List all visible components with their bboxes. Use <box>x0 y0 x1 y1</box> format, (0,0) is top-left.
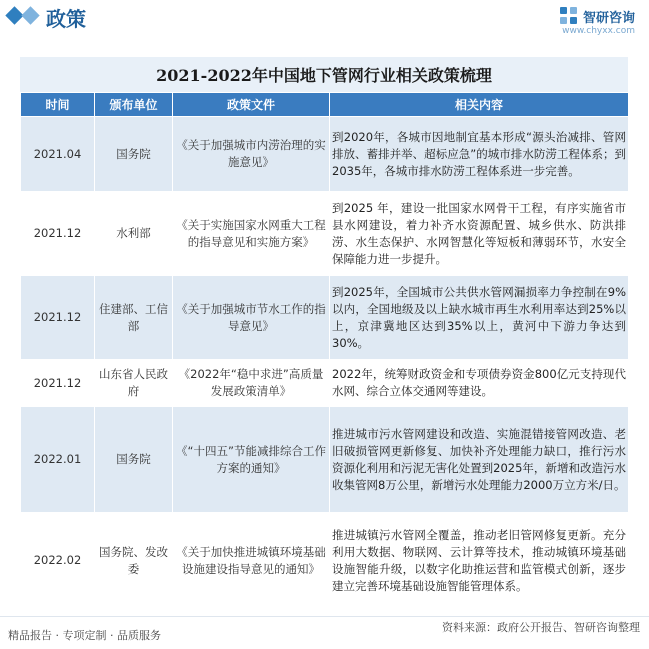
cell-content: 到2020年，各城市因地制宜基本形成“源头治减排、管网排放、蓄排并举、超标应急”的城市排水防涝工程体系；到2035年，各城市排水防涝工程体系进一步完善。 <box>330 117 629 192</box>
cell-time: 2021.12 <box>21 360 95 407</box>
table-row <box>21 407 629 513</box>
cell-time: 2021.12 <box>21 192 95 276</box>
table-row <box>21 117 629 192</box>
cell-doc: 《关于加强城市节水工作的指导意见》 <box>173 276 330 360</box>
table-row <box>21 513 629 609</box>
table-row <box>21 360 629 407</box>
diamond-icon <box>21 6 39 24</box>
top-bar <box>0 0 649 36</box>
cell-time: 2022.01 <box>21 407 95 513</box>
table-row <box>21 192 629 276</box>
footer-slogan: 精品报告 · 专项定制 · 品质服务 <box>8 629 161 642</box>
cell-content: 推进城市污水管网建设和改造、实施混错接管网改造、老旧破损管网更新修复、加快补齐处理能力缺口，推行污水资源化利用和污泥无害化处置到2025年，新增和改造污水收集管网8万公里，新增污水处理能力2000万立方米/日。 <box>330 407 629 513</box>
cell-unit: 国务院 <box>95 117 173 192</box>
cell-content: 推进城镇污水管网全覆盖，推动老旧管网修复更新。充分利用大数据、物联网、云计算等技术，推动城镇环境基础设施智能升级，以数字化助推运营和监管模式创新，逐步建立完善环境基础设施智能管理体系。 <box>330 513 629 609</box>
column-header-unit: 颁布单位 <box>95 93 173 117</box>
cell-time: 2021.12 <box>21 276 95 360</box>
cell-time: 2022.02 <box>21 513 95 609</box>
table-row <box>21 276 629 360</box>
column-header-doc: 政策文件 <box>173 93 330 117</box>
cell-content: 到2025 年，建设一批国家水网骨干工程，有序实施省市县水网建设，着力补齐水资源配置、城乡供水、防洪排涝、水生态保护、水网智慧化等短板和薄弱环节，水安全保障能力进一步提升。 <box>330 192 629 276</box>
column-header-time: 时间 <box>21 93 95 117</box>
brand-url: www.chyxx.com <box>562 26 635 36</box>
policy-table <box>20 92 629 609</box>
column-header-content: 相关内容 <box>330 93 629 117</box>
policy-table-panel <box>20 57 628 609</box>
cell-doc: 《关于加强城市内涝治理的实施意见》 <box>173 117 330 192</box>
cell-doc: 《“十四五”节能减排综合工作方案的通知》 <box>173 407 330 513</box>
brand-name: 智研咨询 <box>582 10 635 26</box>
table-title: 2021-2022年中国地下管网行业相关政策梳理 <box>20 57 628 92</box>
cell-unit: 国务院、发改委 <box>95 513 173 609</box>
table-header-row <box>21 93 629 117</box>
footer-divider <box>0 616 649 617</box>
cell-unit: 国务院 <box>95 407 173 513</box>
section-title: 政策 <box>46 7 86 31</box>
cell-unit: 山东省人民政府 <box>95 360 173 407</box>
cell-content: 到2025年，全国城市公共供水管网漏损率力争控制在9%以内，全国地级及以上缺水城市再生水利用率达到25%以上，京津冀地区达到35%以上，黄河中下游力争达到30%。 <box>330 276 629 360</box>
brand-mark-icon <box>560 7 578 25</box>
cell-unit: 水利部 <box>95 192 173 276</box>
cell-doc: 《关于实施国家水网重大工程的指导意见和实施方案》 <box>173 192 330 276</box>
cell-time: 2021.04 <box>21 117 95 192</box>
cell-unit: 住建部、工信部 <box>95 276 173 360</box>
cell-content: 2022年，统筹财政资金和专项债券资金800亿元支持现代水网、综合立体交通网等建设。 <box>330 360 629 407</box>
footer-source: 资料来源：政府公开报告、智研咨询整理 <box>442 621 640 634</box>
cell-doc: 《关于加快推进城镇环境基础设施建设指导意见的通知》 <box>173 513 330 609</box>
cell-doc: 《2022年“稳中求进”高质量发展政策清单》 <box>173 360 330 407</box>
